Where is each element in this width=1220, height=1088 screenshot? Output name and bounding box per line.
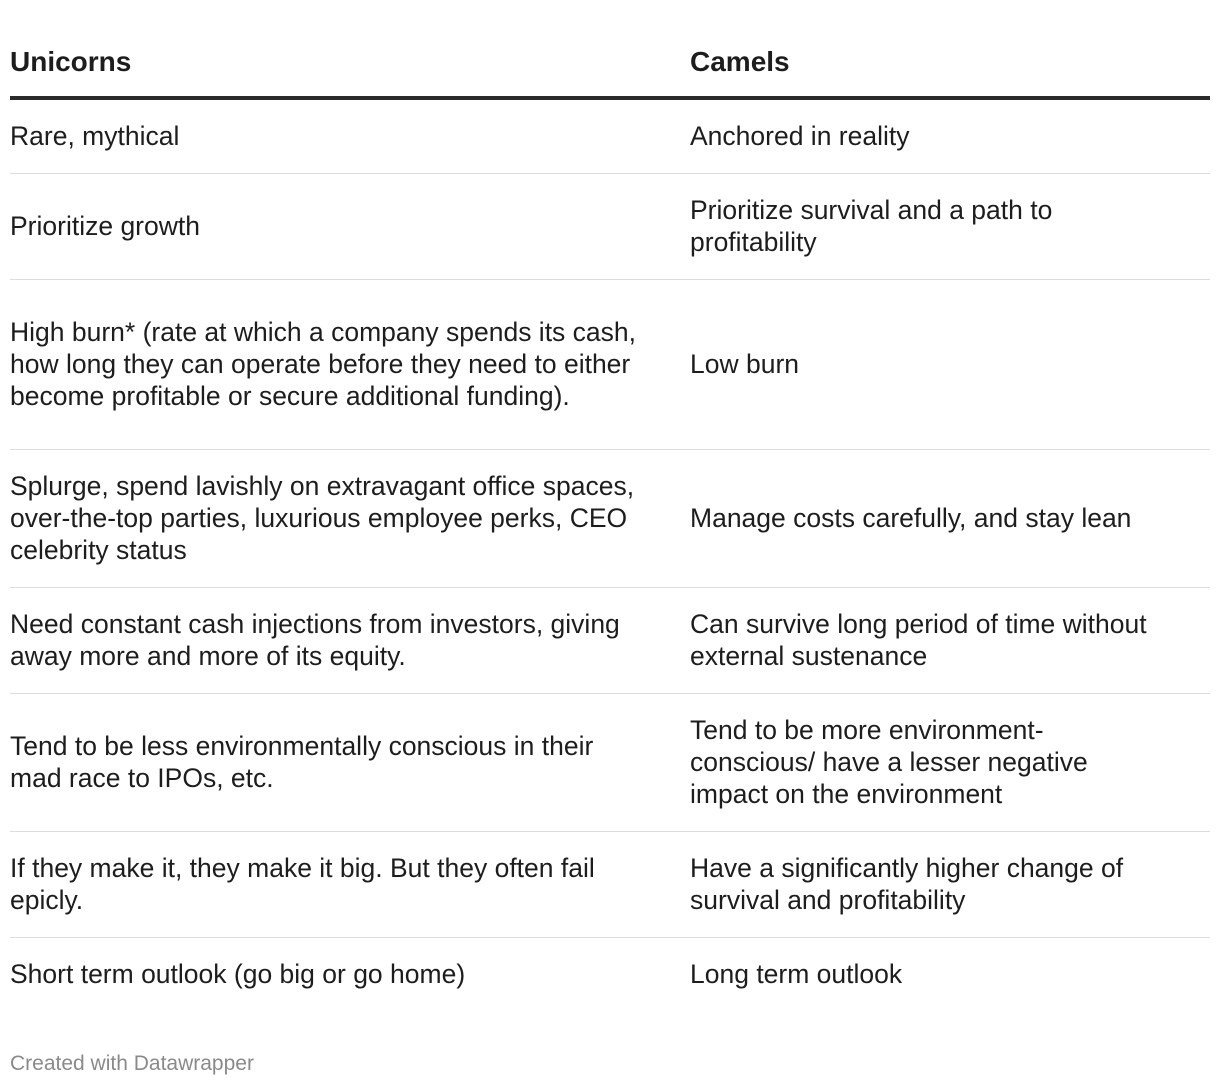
cell-text: Splurge, spend lavishly on extravagant office spaces, over-the-top parties, luxurious employee perks, CEO celebrity status: [10, 471, 635, 565]
camel-cell: [690, 98, 1210, 173]
cell-text: Low burn: [690, 349, 800, 379]
cell-text: If they make it, they make it big. But they often fail epicly.: [10, 853, 595, 915]
camel-cell: [690, 279, 1210, 449]
cell-text: Tend to be more environment-conscious/ have a lesser negative impact on the environment: [690, 715, 1088, 809]
datawrapper-credit: Created with Datawrapper: [10, 1052, 254, 1075]
cell-text: Tend to be less environmentally conscious in their mad race to IPOs, etc.: [10, 731, 594, 793]
cell-text: Manage costs carefully, and stay lean: [690, 503, 1132, 533]
table-row: [10, 98, 1210, 173]
table-row: [10, 937, 1210, 1011]
camel-cell: [690, 587, 1210, 693]
unicorn-cell: [10, 98, 690, 173]
cell-text: Have a significantly higher change of survival and profitability: [690, 853, 1124, 915]
comparison-table: [10, 0, 1210, 1011]
table-row: [10, 449, 1210, 587]
table-header-row: [10, 0, 1210, 98]
cell-text: Need constant cash injections from investors, giving away more and more of its equity.: [10, 609, 620, 671]
camel-cell: [690, 937, 1210, 1011]
table-row: [10, 831, 1210, 937]
camel-cell: [690, 693, 1210, 831]
table-row: [10, 693, 1210, 831]
unicorn-cell: [10, 587, 690, 693]
cell-text: Prioritize survival and a path to profitability: [690, 195, 1053, 257]
cell-text: Anchored in reality: [690, 121, 910, 152]
unicorn-cell: [10, 831, 690, 937]
cell-text: Can survive long period of time without external sustenance: [690, 609, 1147, 671]
table-row: [10, 173, 1210, 279]
camel-cell: [690, 173, 1210, 279]
column-header-camels: Camels: [690, 0, 1210, 98]
unicorn-cell: [10, 173, 690, 279]
cell-text: Long term outlook: [690, 959, 903, 990]
cell-text: High burn* (rate at which a company spends its cash, how long they can operate before they need to either become profitable or secure additional funding).: [10, 317, 637, 411]
table-row: [10, 587, 1210, 693]
column-header-unicorns: Unicorns: [10, 0, 690, 98]
camel-cell: [690, 831, 1210, 937]
cell-text: Prioritize growth: [10, 211, 200, 241]
unicorn-cell: [10, 449, 690, 587]
cell-text: Rare, mythical: [10, 121, 180, 152]
camel-cell: [690, 449, 1210, 587]
cell-text: Short term outlook (go big or go home): [10, 959, 466, 990]
comparison-table-container: [10, 0, 1210, 1011]
unicorn-cell: [10, 937, 690, 1011]
unicorn-cell: [10, 279, 690, 449]
unicorn-cell: [10, 693, 690, 831]
table-row: [10, 279, 1210, 449]
